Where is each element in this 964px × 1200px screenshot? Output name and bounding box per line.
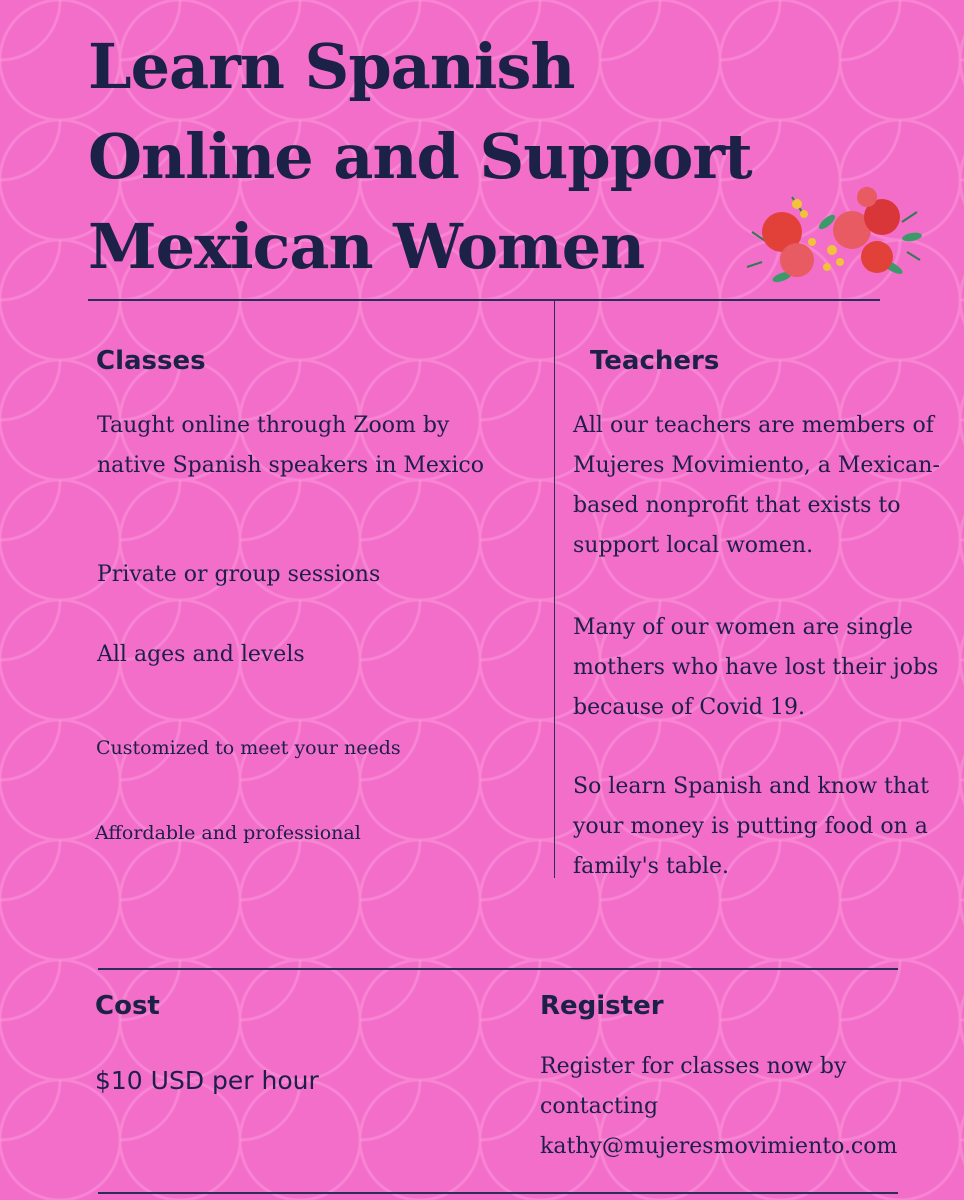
register-heading: Register bbox=[540, 991, 664, 1021]
title-line-3: Mexican Women bbox=[88, 210, 645, 283]
footer-divider bbox=[98, 968, 898, 970]
teachers-paragraph-2: Many of our women are single mothers who have lost their jobs because of Covid 19. bbox=[573, 615, 939, 720]
title-line-2: Online and Support bbox=[88, 120, 752, 193]
cost-heading: Cost bbox=[95, 991, 160, 1021]
teachers-heading: Teachers bbox=[590, 346, 720, 376]
title-divider bbox=[88, 299, 880, 301]
classes-item-3: All ages and levels bbox=[97, 642, 305, 667]
title-line-1: Learn Spanish bbox=[88, 30, 575, 103]
bottom-divider bbox=[98, 1192, 898, 1194]
register-text: Register for classes now by contacting bbox=[540, 1054, 847, 1119]
teachers-paragraph-1: All our teachers are members of Mujeres Movimiento, a Mexican-based nonprofit that exists to support local women. bbox=[573, 413, 940, 558]
flower-bouquet-icon bbox=[742, 182, 922, 292]
register-email-link[interactable]: kathy@mujeresmovimiento.com bbox=[540, 1134, 898, 1159]
classes-item-2: Private or group sessions bbox=[97, 562, 381, 587]
column-divider bbox=[554, 300, 555, 878]
classes-item-5: Affordable and professional bbox=[95, 822, 361, 844]
teachers-paragraph-3: So learn Spanish and know that your money is putting food on a family's table. bbox=[573, 774, 929, 879]
page-title bbox=[88, 22, 828, 292]
classes-item-1: Taught online through Zoom by native Spanish speakers in Mexico bbox=[97, 413, 484, 478]
cost-value: $10 USD per hour bbox=[95, 1066, 319, 1095]
classes-item-4: Customized to meet your needs bbox=[96, 737, 401, 759]
classes-heading: Classes bbox=[96, 346, 206, 376]
